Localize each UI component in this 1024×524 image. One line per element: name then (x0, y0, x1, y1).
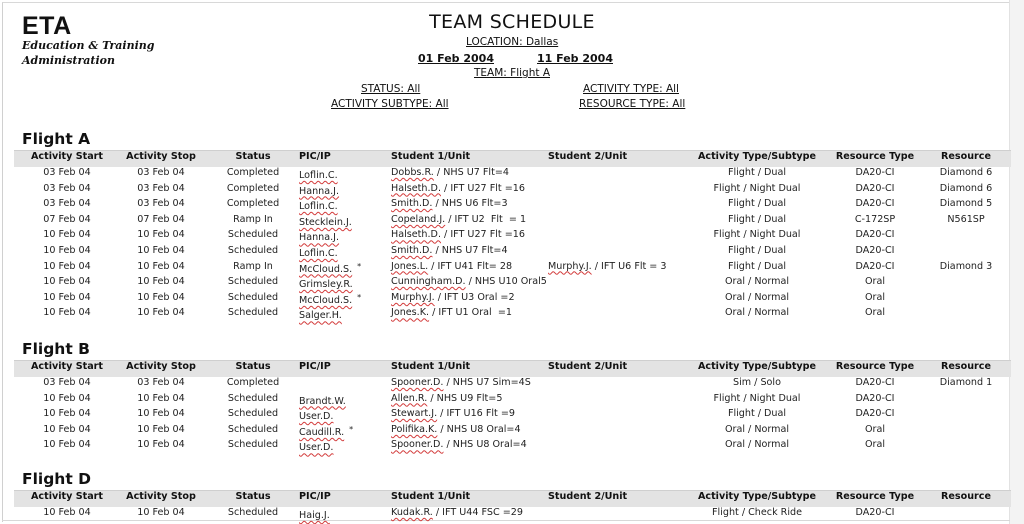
column-header[interactable]: PIC/IP (299, 151, 331, 162)
activity-type-cell: Flight / Night Dual (713, 229, 801, 241)
column-header[interactable]: Status (235, 491, 271, 502)
student1-name: Spooner.D. (391, 439, 444, 451)
logo-line-1: Education & Training (22, 39, 155, 52)
activity-type-cell: Flight / Dual (727, 213, 787, 225)
student1-cell (391, 243, 508, 259)
student1-cell (391, 305, 512, 321)
student1-name: Halseth.D. (391, 182, 441, 194)
status-cell: Scheduled (227, 439, 279, 451)
student1-name: Copeland.J. (391, 213, 446, 225)
activity-type-cell: Flight / Night Dual (713, 392, 801, 404)
student1-unit: / IFT U3 Oral =2 (434, 291, 515, 303)
resource-cell: N561SP (947, 213, 985, 225)
student1-name: Spooner.D. (391, 377, 444, 388)
status-cell: Ramp In (233, 260, 273, 272)
resource-type-cell: Oral (864, 276, 886, 288)
location-filter: LOCATION: Dallas (466, 36, 559, 48)
student1-unit: / NHS U10 Oral5 (465, 276, 547, 288)
resource-type-cell: Oral (864, 307, 886, 319)
resource-type-cell: DA20-CI (855, 392, 895, 404)
resource-type-cell: DA20-CI (855, 167, 895, 178)
student1-unit: / IFT U41 Flt= 28 (428, 260, 513, 272)
resource-type-cell: DA20-CI (855, 229, 895, 241)
status-cell: Scheduled (227, 245, 279, 256)
pic-name: Loflin.C. (299, 248, 338, 259)
activity-stop: 10 Feb 04 (137, 408, 185, 420)
activity-type-cell: Flight / Dual (727, 260, 787, 272)
activity-type-cell: Flight / Dual (727, 167, 787, 178)
status-cell: Scheduled (227, 229, 279, 241)
pic-cell (299, 505, 335, 524)
column-header[interactable]: Resource Type (835, 151, 915, 162)
status-cell: Completed (226, 182, 280, 194)
date-to: 11 Feb 2004 (537, 52, 613, 65)
table-row[interactable] (0, 305, 1010, 321)
activity-start: 10 Feb 04 (43, 507, 91, 518)
student1-cell (391, 259, 512, 275)
status-cell: Completed (226, 198, 280, 210)
activity-start: 10 Feb 04 (43, 392, 91, 404)
column-header[interactable]: Student 1/Unit (391, 151, 471, 162)
pic-asterisk: * (357, 292, 362, 302)
table-row[interactable] (0, 422, 1010, 438)
student1-unit: / NHS U7 Sim=4S (443, 377, 531, 388)
pic-name: Stecklein.J. (299, 216, 352, 228)
activity-start: 03 Feb 04 (43, 167, 91, 178)
pic-name: Loflin.C. (299, 170, 338, 181)
student1-name: Jones.K. (391, 307, 430, 319)
status-cell: Scheduled (227, 507, 279, 518)
activity-type-filter: ACTIVITY TYPE: All (583, 83, 679, 95)
student1-unit: / NHS U9 Flt=5 (427, 392, 503, 404)
column-header[interactable]: Student 2/Unit (548, 151, 628, 162)
column-header[interactable]: Student 1/Unit (391, 361, 471, 372)
column-header[interactable]: Activity Start (31, 491, 103, 502)
activity-start: 10 Feb 04 (43, 245, 91, 256)
student1-cell (391, 391, 502, 407)
column-header[interactable]: Resource (941, 151, 991, 162)
column-header[interactable]: Activity Type/Subtype (697, 491, 817, 502)
resource-type-cell: DA20-CI (855, 507, 895, 518)
pic-name: Grimsley.R. (299, 279, 353, 291)
student1-cell (391, 274, 547, 290)
activity-type-cell: Flight / Check Ride (712, 507, 802, 518)
table-row[interactable] (0, 196, 1010, 212)
resource-type-cell: Oral (864, 291, 886, 303)
date-from: 01 Feb 2004 (418, 52, 494, 65)
table-row[interactable] (0, 165, 1010, 181)
activity-stop: 10 Feb 04 (137, 507, 185, 518)
student1-unit: / IFT U44 FSC =29 (432, 507, 523, 518)
resource-type-cell: DA20-CI (855, 377, 895, 388)
pic-name: Hanna.J. (299, 185, 340, 197)
student1-unit: / NHS U8 Oral=4 (443, 439, 527, 451)
pic-name: User.D. (299, 442, 334, 454)
column-header[interactable]: Student 2/Unit (548, 361, 628, 372)
table-row[interactable] (0, 391, 1010, 407)
student2-name: Murphy.J. (548, 260, 592, 272)
pic-name: Hanna.J. (299, 232, 340, 244)
activity-stop: 10 Feb 04 (137, 291, 185, 303)
student1-cell (391, 406, 515, 422)
student1-name: Halseth.D. (391, 229, 441, 241)
activity-type-cell: Oral / Normal (724, 439, 790, 451)
column-header[interactable]: PIC/IP (299, 361, 331, 372)
activity-stop: 03 Feb 04 (137, 167, 185, 178)
student1-unit: / IFT U27 Flt =16 (441, 229, 525, 241)
column-header[interactable]: Resource Type (835, 491, 915, 502)
activity-type-cell: Oral / Normal (724, 423, 790, 435)
student1-unit: / IFT U2 Flt = 1 (445, 213, 527, 225)
table-row[interactable] (0, 274, 1010, 290)
activity-type-cell: Oral / Normal (724, 307, 790, 319)
section-title: Flight D (22, 470, 92, 488)
student1-cell (391, 227, 525, 243)
table-row[interactable] (0, 437, 1010, 453)
resource-cell: Diamond 3 (939, 260, 993, 272)
resource-type-cell: Oral (864, 439, 886, 451)
student1-cell (391, 181, 525, 197)
student1-name: Jones.L. (391, 260, 429, 272)
resource-type-cell: DA20-CI (855, 182, 895, 194)
resource-type-filter: RESOURCE TYPE: All (579, 98, 686, 110)
status-cell: Completed (226, 167, 280, 178)
resource-type-cell: Oral (864, 423, 886, 435)
student1-cell (391, 375, 531, 391)
student1-unit: / NHS U7 Flt=4 (433, 167, 509, 178)
pic-name: McCloud.S. (299, 263, 353, 275)
student1-cell (391, 437, 527, 453)
column-header[interactable]: Activity Stop (126, 491, 196, 502)
column-header[interactable]: Activity Stop (126, 151, 196, 162)
activity-type-cell: Oral / Normal (724, 291, 790, 303)
resource-cell: Diamond 5 (939, 198, 993, 210)
student1-name: Cunningham.D. (391, 276, 466, 288)
activity-start: 10 Feb 04 (43, 439, 91, 451)
resource-type-cell: DA20-CI (855, 260, 895, 272)
column-header[interactable]: Activity Start (31, 361, 103, 372)
column-header[interactable]: Activity Type/Subtype (697, 151, 817, 162)
section-title: Flight A (22, 130, 91, 148)
student1-cell (391, 212, 526, 228)
status-filter: STATUS: All (361, 83, 421, 95)
table-row[interactable] (0, 259, 1010, 275)
activity-stop: 03 Feb 04 (137, 182, 185, 194)
pic-name: Haig.J. (299, 510, 330, 521)
table-row[interactable] (0, 290, 1010, 306)
column-header[interactable]: Resource (941, 491, 991, 502)
status-cell: Scheduled (227, 408, 279, 420)
activity-type-cell: Flight / Dual (727, 245, 787, 256)
student1-name: Allen.R. (391, 392, 428, 404)
student1-cell (391, 505, 523, 521)
student1-name: Polifika.K. (391, 423, 438, 435)
resource-cell: Diamond 1 (939, 377, 993, 388)
student1-unit: / IFT U27 Flt =16 (441, 182, 525, 194)
pic-asterisk: * (349, 424, 354, 434)
student1-unit: / NHS U6 Flt=3 (432, 198, 508, 210)
activity-type-cell: Oral / Normal (724, 276, 790, 288)
column-header[interactable]: Resource (941, 361, 991, 372)
activity-start: 10 Feb 04 (43, 276, 91, 288)
right-scroll-edge (1009, 0, 1024, 524)
activity-stop: 03 Feb 04 (137, 198, 185, 210)
activity-stop: 10 Feb 04 (137, 392, 185, 404)
activity-start: 10 Feb 04 (43, 307, 91, 319)
activity-start: 07 Feb 04 (43, 213, 91, 225)
column-header[interactable]: Student 2/Unit (548, 491, 628, 502)
student1-unit: / NHS U7 Flt=4 (432, 245, 508, 256)
resource-type-cell: DA20-CI (855, 408, 895, 420)
team-filter: TEAM: Flight A (474, 67, 550, 79)
activity-stop: 03 Feb 04 (137, 377, 185, 388)
activity-stop: 10 Feb 04 (137, 229, 185, 241)
student1-cell (391, 290, 515, 306)
activity-start: 03 Feb 04 (43, 377, 91, 388)
resource-type-cell: DA20-CI (855, 245, 895, 256)
column-header[interactable]: Activity Type/Subtype (697, 361, 817, 372)
column-header[interactable]: Resource Type (835, 361, 915, 372)
activity-start: 03 Feb 04 (43, 198, 91, 210)
student1-unit: / IFT U1 Oral =1 (429, 307, 512, 319)
status-cell: Scheduled (227, 276, 279, 288)
activity-start: 10 Feb 04 (43, 423, 91, 435)
activity-stop: 10 Feb 04 (137, 307, 185, 319)
column-header[interactable]: Status (235, 151, 271, 162)
student1-name: Murphy.J. (391, 291, 435, 303)
student1-name: Stewart.J. (391, 408, 438, 420)
activity-start: 10 Feb 04 (43, 408, 91, 420)
resource-cell: Diamond 6 (939, 167, 993, 178)
student2-cell (548, 259, 667, 275)
resource-cell: Diamond 6 (939, 182, 993, 194)
status-cell: Scheduled (227, 291, 279, 303)
activity-type-cell: Sim / Solo (733, 377, 781, 388)
table-row[interactable] (0, 406, 1010, 422)
pic-name: User.D. (299, 411, 334, 423)
student1-unit: / IFT U16 Flt =9 (437, 408, 515, 420)
status-cell: Scheduled (227, 423, 279, 435)
logo-acronym: ETA (22, 12, 72, 40)
table-row[interactable] (0, 505, 1010, 521)
pic-name: McCloud.S. (299, 294, 353, 306)
pic-cell (299, 305, 347, 324)
table-row[interactable] (0, 227, 1010, 243)
activity-subtype-filter: ACTIVITY SUBTYPE: All (331, 98, 449, 110)
logo-line-2: Administration (22, 54, 116, 67)
activity-start: 10 Feb 04 (43, 229, 91, 241)
column-header[interactable]: Activity Stop (126, 361, 196, 372)
section-title: Flight B (22, 340, 90, 358)
page-title: TEAM SCHEDULE (429, 11, 595, 33)
table-row[interactable] (0, 181, 1010, 197)
pic-asterisk: * (357, 261, 362, 271)
column-header[interactable]: Student 1/Unit (391, 491, 471, 502)
activity-type-cell: Flight / Night Dual (713, 182, 801, 194)
resource-type-cell: C-172SP (854, 213, 896, 225)
pic-name: Salger.H. (299, 310, 342, 322)
pic-name: Caudill.R. (299, 426, 345, 438)
student1-name: Smith.D. (391, 245, 433, 256)
column-header[interactable]: PIC/IP (299, 491, 331, 502)
column-header[interactable]: Status (235, 361, 271, 372)
student1-name: Dobbs.R. (391, 167, 434, 178)
activity-start: 03 Feb 04 (43, 182, 91, 194)
activity-stop: 10 Feb 04 (137, 423, 185, 435)
activity-stop: 10 Feb 04 (137, 260, 185, 272)
status-cell: Scheduled (227, 307, 279, 319)
student1-cell (391, 196, 508, 212)
student1-name: Smith.D. (391, 198, 433, 210)
student2-unit: / IFT U6 Flt = 3 (591, 260, 667, 272)
table-row[interactable] (0, 243, 1010, 259)
column-header[interactable]: Activity Start (31, 151, 103, 162)
activity-stop: 10 Feb 04 (137, 245, 185, 256)
activity-start: 10 Feb 04 (43, 260, 91, 272)
pic-name: Brandt.W. (299, 395, 346, 407)
activity-type-cell: Flight / Dual (727, 408, 787, 420)
resource-type-cell: DA20-CI (855, 198, 895, 210)
status-cell: Scheduled (227, 392, 279, 404)
status-cell: Ramp In (233, 213, 273, 225)
student1-unit: / NHS U8 Oral=4 (437, 423, 521, 435)
table-row[interactable] (0, 212, 1010, 228)
activity-stop: 07 Feb 04 (137, 213, 185, 225)
table-row[interactable] (0, 375, 1010, 391)
status-cell: Completed (226, 377, 280, 388)
student1-cell (391, 422, 521, 438)
student1-cell (391, 165, 509, 181)
pic-cell (299, 437, 338, 456)
activity-type-cell: Flight / Dual (727, 198, 787, 210)
activity-stop: 10 Feb 04 (137, 439, 185, 451)
student1-name: Kudak.R. (391, 507, 433, 518)
activity-start: 10 Feb 04 (43, 291, 91, 303)
pic-name: Loflin.C. (299, 201, 338, 213)
activity-stop: 10 Feb 04 (137, 276, 185, 288)
